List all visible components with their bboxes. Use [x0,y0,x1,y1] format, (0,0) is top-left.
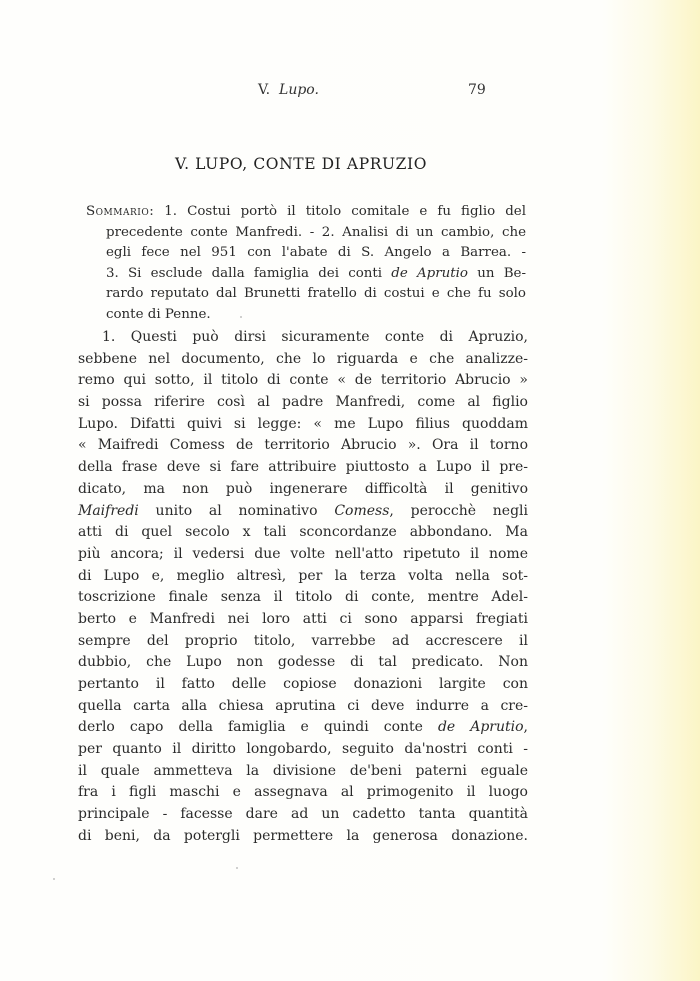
body-line: della frase deve si fare attribuire piuttosto a Lupo il pre- [78,459,528,476]
body-line: Lupo. Difatti quivi si legge: « me Lupo filius quoddam [78,415,528,432]
italic-term: Maifredi [78,502,139,519]
body-line-text: derlo capo della famiglia e quindi conte [78,719,438,736]
scan-speck [53,878,55,880]
summary-line: egli fece nel 951 con l'abate di S. Angelo a Barrea. - [106,245,526,260]
summary-line-text: 1. Costui portò il titolo comitale e fu figlio del [154,204,526,219]
body-line: dicato, ma non può ingenerare difficoltà il genitivo [78,480,528,497]
body-line [78,501,528,523]
chapter-title: V. LUPO, CONTE DI APRUZIO [175,155,428,173]
body-line: berto e Manfredi nei loro atti ci sono apparsi fregiati [78,610,528,627]
body-line: atti di quel secolo x tali sconcordanze abbondano. Ma [78,524,528,541]
body-line: di Lupo e, meglio altresì, per la terza volta nella sot- [78,567,528,584]
scan-speck [240,316,242,318]
italic-term: de Aprutio [437,719,524,736]
body-line: sebbene nel documento, che lo riguarda e che analizze- [78,350,528,367]
body-line [78,717,528,739]
summary-line: conte di Penne. [106,306,211,322]
body-line: il quale ammetteva la divisione de'beni paterni eguale [78,762,528,779]
body-line: di beni, da potergli permettere la generosa donazione. [78,827,528,844]
body-line-text: , perocchè negli [389,502,529,519]
body-line: dubbio, che Lupo non godesse di tal predicato. Non [78,654,528,671]
summary-line-text: 3. Si esclude dalla famiglia dei conti [106,265,392,281]
summary-block [86,202,526,325]
summary-line: precedente conte Manfredi. - 2. Analisi di un cambio, che [106,224,526,240]
body-line: fra i figli maschi e assegnava al primogenito il luogo [78,784,528,801]
body-line: « Maifredi Comess de territorio Abrucio ». Ora il torno [78,437,528,454]
body-line: quella carta alla chiesa aprutina ci deve indurre a cre- [78,697,528,714]
body-line-text: unito al nominativo [138,502,335,519]
page-number: 79 [468,82,486,98]
body-line: si possa riferire così al padre Manfredi, come al figlio [78,394,528,411]
body-line: principale - facesse dare ad un cadetto tanta quantità [78,806,528,823]
summary-line [86,264,526,285]
summary-line-text: un Be- [468,265,526,281]
running-head-name: Lupo. [279,82,319,98]
italic-term: Comess [334,502,390,519]
running-head-title [258,82,319,98]
summary-line [86,202,526,223]
body-line-text: , [523,719,528,736]
body-line: sempre del proprio titolo, varrebbe ad accrescere il [78,632,528,649]
scan-speck [236,867,238,869]
body-line: toscrizione finale senza il titolo di conte, mentre Adel- [78,589,528,606]
body-line: per quanto il diritto longobardo, seguito da'nostri conti - [78,741,528,758]
body-line: più ancora; il vedersi due volte nell'atto ripetuto il nome [78,545,528,562]
summary-italic-term: de Aprutio [391,265,468,281]
summary-line: rardo reputato dal Brunetti fratello di costui e che fu solo [106,286,526,301]
summary-label: Sommario: [86,204,155,219]
body-paragraph [78,327,528,848]
body-line: remo qui sotto, il titolo di conte « de territorio Abrucio » [78,372,528,389]
running-head-section: V. [258,82,271,98]
body-line: 1. Questi può dirsi sicuramente conte di Apruzio, [102,329,528,345]
body-line: pertanto il fatto delle copiose donazioni largite con [78,676,528,692]
